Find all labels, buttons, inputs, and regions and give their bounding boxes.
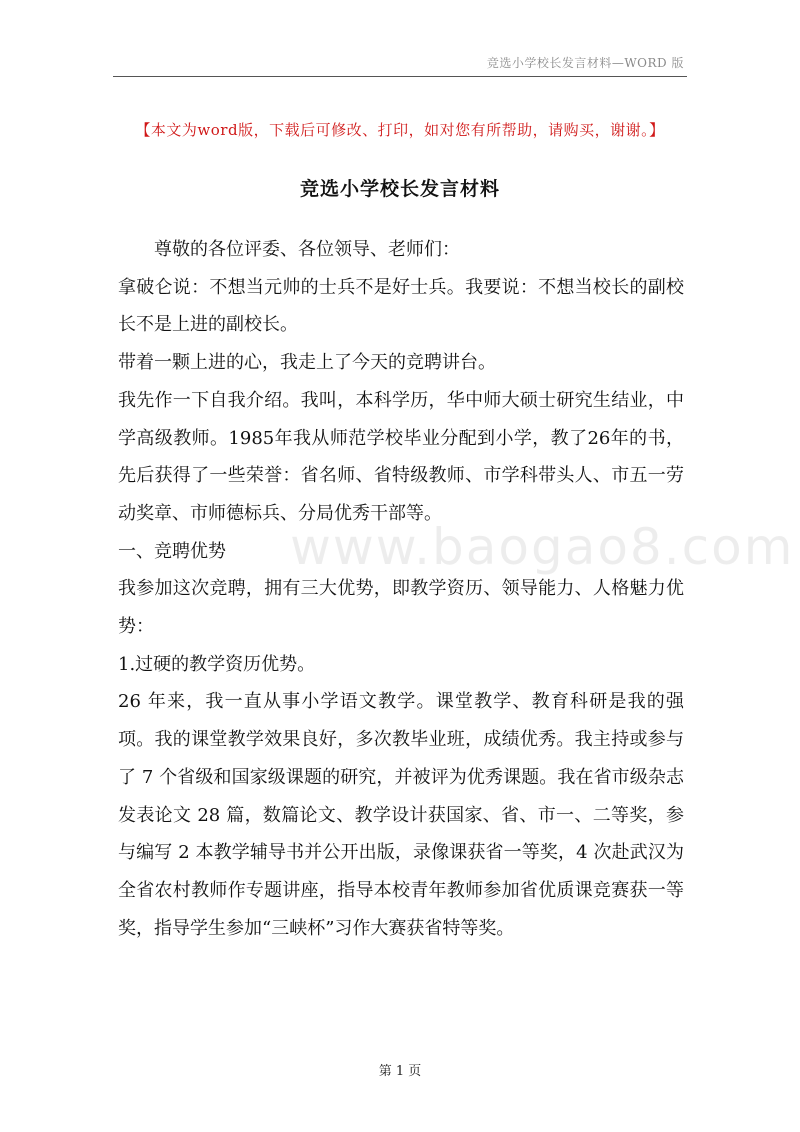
section-heading: 一、竞聘优势 bbox=[118, 540, 226, 562]
download-notice: 【本文为word版，下载后可修改、打印，如对您有所帮助，请购买，谢谢。】 bbox=[135, 121, 665, 139]
paragraph: 带着一颗上进的心，我走上了今天的竞聘讲台。 bbox=[118, 352, 496, 374]
subsection-heading: 1.过硬的教学资历优势。 bbox=[118, 653, 316, 675]
header-divider bbox=[113, 76, 687, 77]
running-header: 竞选小学校长发言材料—WORD 版 bbox=[486, 56, 684, 70]
paragraph: 26 年来，我一直从事小学语文教学。课堂教学、教育科研是我的强项。我的课堂教学效果良好，多次教毕业班，成绩优秀。我主持或参与了 7 个省级和国家级课题的研究，并被评为优秀课题。我在省市级杂志发表论文 28 篇，数篇论文、教学设计获国家、省、市一、二等奖，参与编写 2 本教学辅导书并公开出版，录像课获省一等奖，4 次赴武汉为全省农村教师作专题讲座，指导本校青年教师参加省优质课竞赛获一等奖，指导学生参加“三峡杯”习作大赛获省特等奖。 bbox=[118, 691, 684, 939]
watermark: www.baogao8.com bbox=[290, 518, 795, 576]
paragraph: 我参加这次竞聘，拥有三大优势，即教学资历、领导能力、人格魅力优势： bbox=[118, 578, 684, 638]
paragraph: 拿破仑说：不想当元帅的士兵不是好士兵。我要说：不想当校长的副校长不是上进的副校长。 bbox=[118, 276, 684, 336]
document-title: 竞选小学校长发言材料 bbox=[299, 178, 500, 200]
salutation: 尊敬的各位评委、各位领导、老师们： bbox=[154, 239, 460, 260]
document-body bbox=[118, 231, 684, 947]
page-number: 第 1 页 bbox=[378, 1064, 422, 1079]
paragraph: 我先作一下自我介绍。我叫，本科学历，华中师大硕士研究生结业，中学高级教师。1985年我从师范学校毕业分配到小学，教了26年的书，先后获得了一些荣誉：省名师、省特级教师、市学科带头人、市五一劳动奖章、市师德标兵、分局优秀干部等。 bbox=[118, 389, 684, 524]
